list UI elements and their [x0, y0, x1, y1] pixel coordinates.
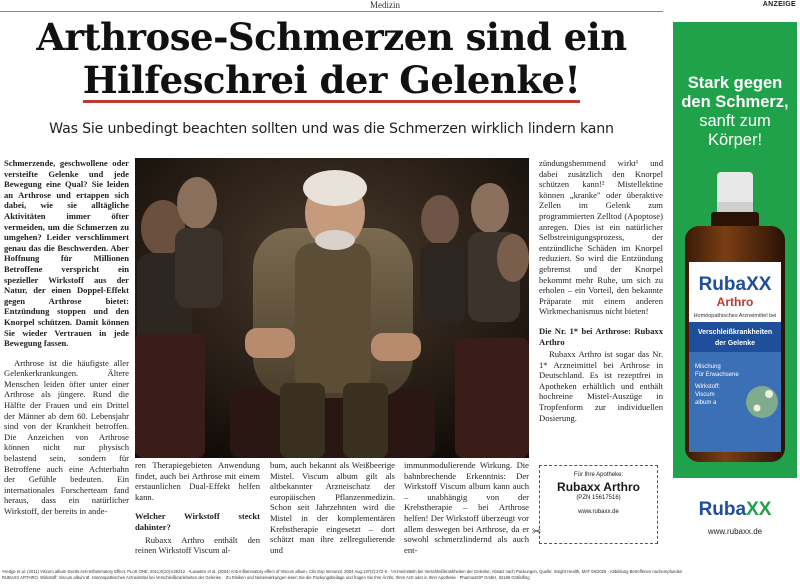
footnotes — [2, 569, 792, 581]
bottle-brand: RubaXX — [698, 274, 772, 295]
article-paragraph: Arthrose ist die häufigste aller Gelenkerkrankungen. Ältere Menschen leiden öfter unter einer Arthrose als jüngere. Rund die Hälfte der Frauen und ein Drittel der Männer ab dem 60. Lebensjahr sind von der Krankheit betroffen. Die Anzeichen von Arthrose können nicht nur physisch belastend sein, sondern für Betroffene auch eine Achterbahn der Gefühle bedeuten. Ein internationales Forscherteam fand heraus, dass ein natürlicher Wirkstoff, der bereits in ande- — [4, 357, 129, 516]
ad-slogan-line: Stark gegen — [687, 74, 783, 92]
bottle-small-text: album a — [695, 400, 717, 406]
pharmacy-coupon — [539, 465, 658, 544]
scissors-icon: ✂ — [532, 525, 542, 538]
elderly-man-in-pain-image — [135, 158, 529, 458]
article-photo — [135, 158, 529, 458]
article-paragraph: Rubaxx Arthro ist sogar das Nr. 1* Arzneimittel bei Arthrose in Deutschland. Es ist rezeptfrei in Apotheken erhältlich und enthält hochreine Mistel-Auszüge in Tropfenform zur individuellen Dosierung. — [539, 349, 663, 423]
article-subheading: Die Nr. 1* bei Arthrose: Rubaxx Arthro — [539, 325, 663, 347]
medicine-bottle-image — [677, 172, 793, 462]
ad-url: www.rubaxx.de — [707, 527, 763, 536]
coupon-pzn: (PZN 15617516) — [576, 495, 621, 501]
bottle-subline: Homöopathisches Arzneimittel bei — [693, 313, 777, 319]
top-bar — [0, 0, 800, 12]
footnote-line: RUBAXX ARTHRO. Wirkstoff: Viscum album Ø. Homöopathisches Arzneimittel bei Verschleißkrankheiten der Gelenke. · Zu Risiken und Nebenwirkungen lesen Sie die Packungsbeilage und fragen Sie Ihre Ärztin, Ihren Arzt oder in Ihrer Apotheke · PharmaSGP GmbH, 82166 Gräfelfing — [2, 575, 530, 580]
coupon-label: Für Ihre Apotheke: — [573, 472, 624, 478]
bottle-small-text: Mischung — [695, 364, 721, 370]
ad-slogan-line: Körper! — [707, 131, 763, 149]
logo-xx: XX — [746, 499, 772, 520]
ad-slogan-line: sanft zum — [699, 112, 771, 130]
bottle-small-text: Für Erwachsene — [695, 372, 739, 378]
article-subheading: Welcher Wirkstoff steckt dahinter? — [135, 511, 260, 532]
bottle-product: Arthro — [716, 295, 754, 309]
article-column-1 — [4, 158, 129, 526]
rubaxx-advertisement — [673, 22, 797, 564]
bottle-indication: der Gelenke — [714, 340, 756, 347]
anzeige-label: ANZEIGE — [762, 1, 796, 8]
article-column-3 — [270, 460, 395, 564]
headline — [0, 16, 663, 103]
footnote-line: ¹Hedge et al. (2011) Viscum album Exerts Anti-Inflammatory Effect. PLoS ONE. 2011;6(10):e26312 · ²Lavastre et al. (2004) Anti-inflammatory effect of Viscum album. Clin Exp Immunol. 2004 Aug;137(2):272-8 · *Arzneimitteln bei Verschleißkrankheiten der Gelenke; Absatz nach Packungen, Quelle: Insight Health, MAT 08/2025 · Abbildung Betroffenen nachempfunden — [2, 569, 683, 574]
article-paragraph: zündungshemmend wirkt¹ und dabei zusätzlich den Knorpel schützen kann!² Mistellektine können „kranke" oder überaktive Zellen im Gelenk zum programmierten Zelltod (Apoptose) anregen. Dies ist ein natürlicher Selbstreinigungsprozess, der entzündliche Schäden im Knorpel reduziert. So wird die Entzündung gebremst und der Knorpel bekommt mehr Ruhe, um sich zu erholen – ein Vorteil, den bekannte Präparate mit einem anderen Wirkmechanismus nicht bieten! — [539, 158, 663, 317]
article-paragraph: bum, auch bekannt als Weißbeerige Mistel. Viscum album gilt als altbekannter Arzneischatz der europäischen Pflanzenmedizin. Schon seit Jahrzehnten wird die Mistel in der komplementären Krebstherapie eingesetzt – dort schätzt man ihre zellregulierende und — [270, 460, 395, 555]
article-column-5 — [539, 158, 663, 432]
article-paragraph: ren Therapiegebieten Anwendung findet, auch bei Arthrose mit einem erstaunlichen Dual-Effekt helfen kann. — [135, 460, 260, 502]
article-paragraph: immunmodulierende Wirkung. Die bahnbrechende Erkenntnis: Der Wirkstoff Viscum album kann auch – unabhängig von der Krebstherapie – bei Arthrose helfen! Der Wirkstoff überzeugt vor allem deswegen bei Arthrose, da er sowohl schmerzlindernd als auch ent- — [404, 460, 529, 555]
bottle-small-text: Wirkstoff: — [695, 384, 720, 390]
headline-line2: Hilfeschrei der Gelenke! — [82, 58, 581, 102]
coupon-url: www.rubaxx.de — [578, 509, 619, 515]
bottle-small-text: Viscum — [695, 392, 715, 398]
article-lead: Schmerzende, geschwollene oder versteifte Gelenke und jede Bewegung eine Qual? Sie leiden an Arthrose und ertappen sich dabei, wie sie alltägliche Aktivitäten immer öfter vermeiden, um die Schmerzen zu umgehen? Leider verschlimmert genau das die Beschwerden. Aber Hoffnung für Millionen Betroffene verspricht ein spezieller Wirkstoff aus der Natur, der einen Doppel-Effekt gegen Arthrose bietet: Entzündung stoppen und den Knorpel schützen. Damit können Sie wieder Vertrauen in jede Bewegung fassen. — [4, 158, 129, 349]
subheadline: Was Sie unbedingt beachten sollten und was die Schmerzen wirklich lindern kann — [49, 121, 614, 137]
rubaxx-logo — [673, 499, 797, 521]
article-column-4 — [404, 460, 529, 564]
headline-line1: Arthrose-Schmerzen sind ein — [36, 15, 627, 59]
ad-slogan — [673, 74, 797, 150]
top-rule — [0, 11, 663, 12]
article-column-2 — [135, 460, 260, 565]
ad-slogan-line: den Schmerz, — [681, 93, 789, 111]
logo-text: Ruba — [698, 499, 747, 520]
section-label: Medizin — [370, 0, 400, 10]
coupon-product: Rubaxx Arthro — [557, 480, 640, 494]
bottle-indication: Verschleißkrankheiten — [697, 329, 773, 336]
article-paragraph: Rubaxx Arthro enthält den reinen Wirkstoff Viscum al- — [135, 534, 260, 556]
